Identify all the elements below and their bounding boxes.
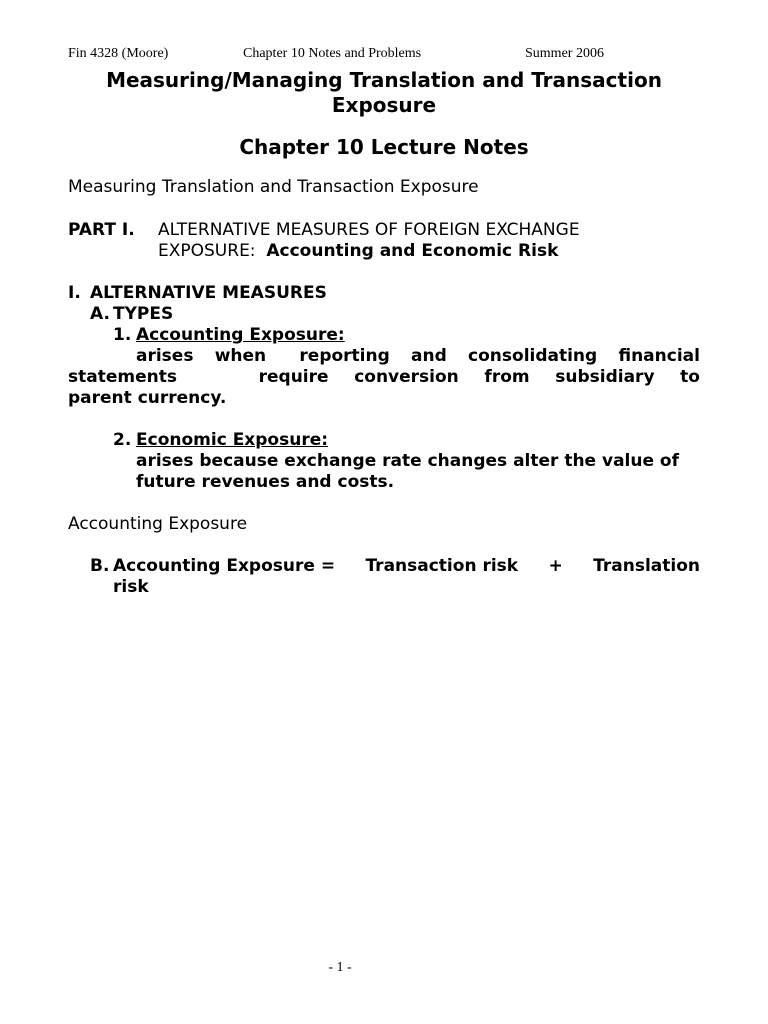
page-number: - 1 - <box>328 960 352 975</box>
item-1-line-2 <box>68 367 700 388</box>
item-1-word: from <box>484 367 530 387</box>
item-1-word: to <box>680 367 700 387</box>
document-title <box>68 68 700 118</box>
item-1-number: 1. <box>113 325 132 345</box>
item-1-word: reporting <box>299 346 390 366</box>
outline-b-label: B. <box>90 556 110 576</box>
part-line-1: ALTERNATIVE MEASURES OF FOREIGN EXCHANGE <box>158 220 580 240</box>
document-subtitle: Chapter 10 Lecture Notes <box>239 135 529 159</box>
section-heading-1: Measuring Translation and Transaction Exposure <box>68 177 479 197</box>
b-item-part: Transaction risk <box>365 556 519 576</box>
part-text <box>158 220 658 262</box>
header-course: Fin 4328 (Moore) <box>68 46 169 61</box>
item-1-word: require <box>258 367 329 387</box>
item-1-word: when <box>214 346 267 366</box>
part-line-2-prefix: EXPOSURE: <box>158 241 256 261</box>
item-1-title: Accounting Exposure: <box>136 325 345 345</box>
item-2-title: Economic Exposure: <box>136 430 329 450</box>
part-line-2 <box>158 241 658 262</box>
b-item-part: Accounting Exposure = <box>113 556 336 576</box>
b-item-line-1 <box>113 556 700 577</box>
item-1-line-1 <box>136 346 700 367</box>
b-item-part: + <box>548 556 563 576</box>
outline-a-text: TYPES <box>113 304 174 324</box>
outline-a-label: A. <box>90 304 110 324</box>
item-2-number: 2. <box>113 430 132 450</box>
item-1-word: financial <box>618 346 700 366</box>
header-term: Summer 2006 <box>525 46 604 61</box>
b-item-line-2: risk <box>113 577 149 597</box>
outline-roman-label: I. <box>68 283 81 303</box>
item-2-line-1: arises because exchange rate changes alter the value of <box>136 451 680 471</box>
item-1-word: conversion <box>354 367 459 387</box>
page-header <box>68 46 708 66</box>
header-chapter: Chapter 10 Notes and Problems <box>243 46 422 61</box>
section-heading-2: Accounting Exposure <box>68 514 248 534</box>
item-1-line-3: parent currency. <box>68 388 227 408</box>
part-line-2-bold: Accounting and Economic Risk <box>266 241 559 261</box>
part-label: PART I. <box>68 220 135 240</box>
b-item-part: Translation <box>593 556 700 576</box>
item-2-line-2: future revenues and costs. <box>136 472 395 492</box>
outline-roman-text: ALTERNATIVE MEASURES <box>90 283 327 303</box>
item-1-word: subsidiary <box>555 367 655 387</box>
title-line-1: Measuring/Managing Translation and Transaction <box>106 68 662 92</box>
item-1-word: and <box>411 346 447 366</box>
item-1-word: arises <box>136 346 194 366</box>
item-1-word: statements <box>68 367 177 387</box>
item-1-word: consolidating <box>468 346 598 366</box>
title-line-2: Exposure <box>331 93 437 117</box>
